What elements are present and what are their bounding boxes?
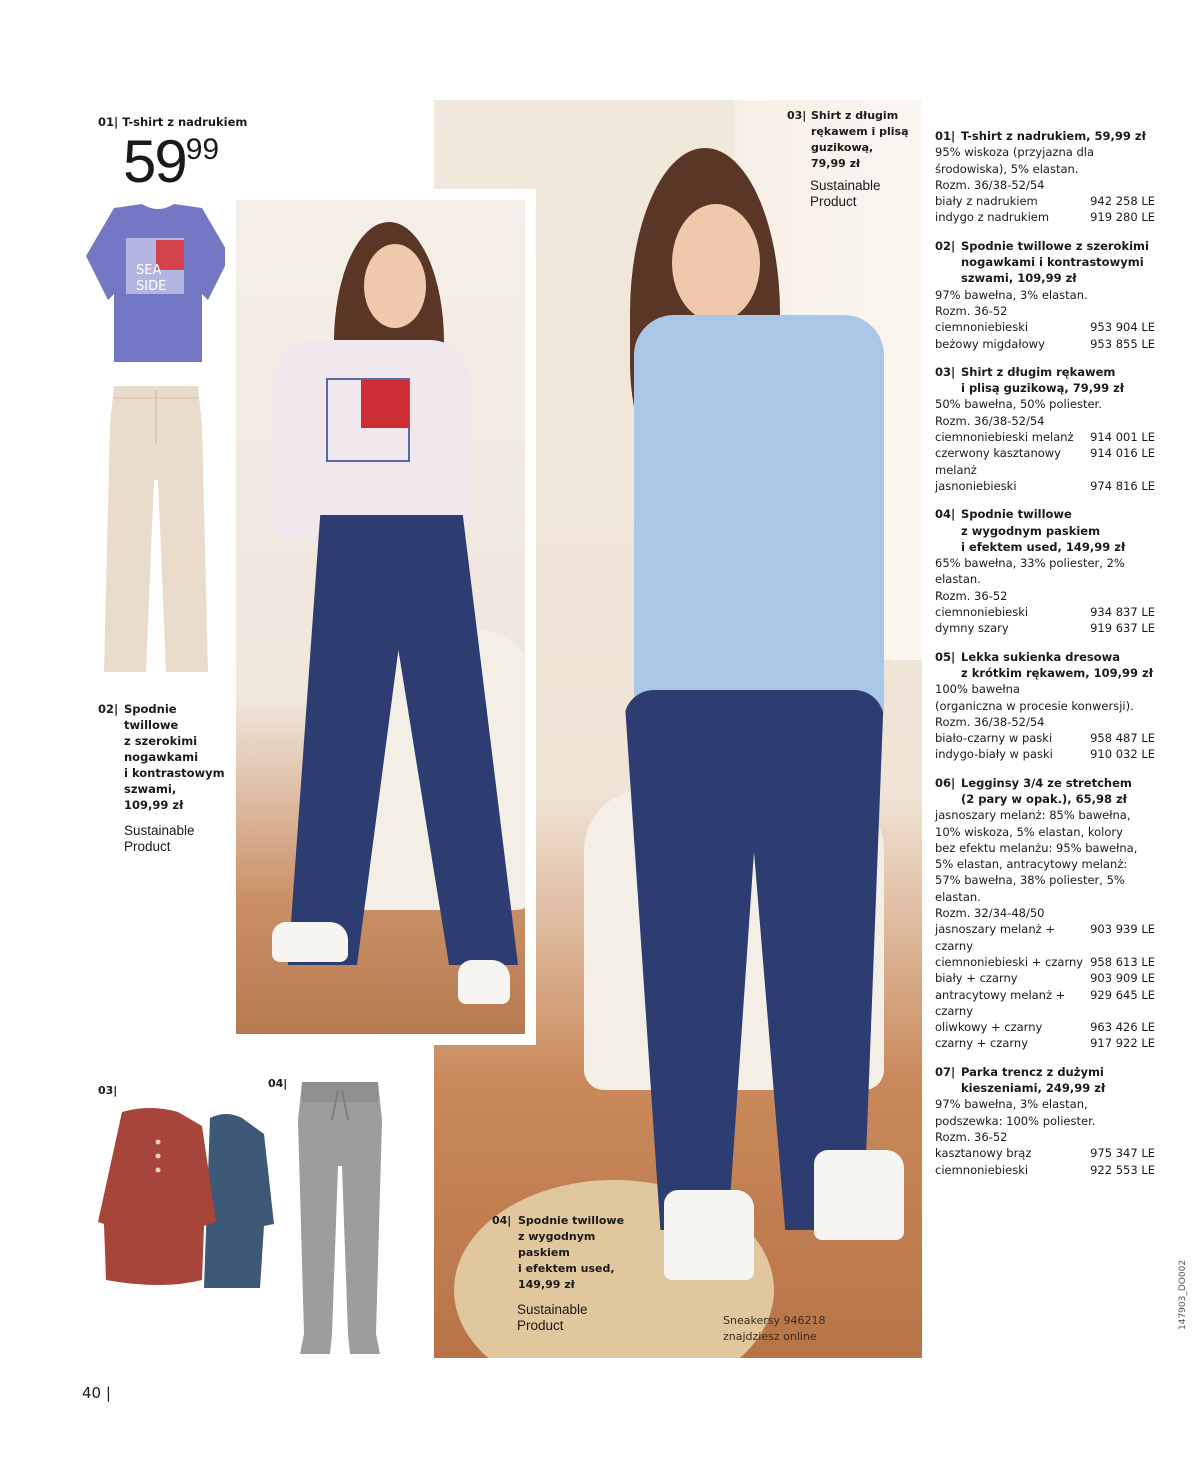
detail-variant-row: [935, 209, 1155, 225]
detail-variant-row: [935, 954, 1155, 970]
detail-text-line: 65% bawełna, 33% poliester, 2%: [935, 556, 1125, 571]
detail-title-line: Spodnie twillowe: [961, 507, 1072, 522]
variant-code: 917 922 LE: [1090, 1036, 1155, 1051]
sneakers-note-line: znajdziesz online: [723, 1330, 817, 1343]
detail-variant-row: [935, 193, 1155, 209]
detail-title-line: z wygodnym paskiem: [961, 523, 1101, 538]
detail-title: [935, 1064, 1155, 1097]
variant-color: oliwkowy + czarny: [935, 1020, 1043, 1035]
detail-variant-row: [935, 730, 1155, 746]
detail-text-line: 95% wiskoza (przyjazna dla: [935, 145, 1095, 160]
detail-text-line: bez efektu melanżu: 95% bawełna,: [935, 840, 1138, 855]
variant-code: 903 939 LE: [1090, 922, 1155, 937]
detail-title-line: i plisą guzikową, 79,99 zł: [961, 381, 1125, 396]
item03-number: 03|: [787, 109, 807, 122]
detail-title-line: Legginsy 3/4 ze stretchem: [961, 775, 1132, 790]
detail-text-line: Rozm. 32/34-48/50: [935, 906, 1045, 921]
item04-photo-label: [492, 1213, 624, 1293]
detail-variant-row: [935, 604, 1155, 620]
sustainable-line: Sustainable: [124, 823, 195, 838]
detail-variant-row: [935, 445, 1155, 478]
detail-variant-row: [935, 620, 1155, 636]
shirts-product-image[interactable]: [98, 1104, 278, 1294]
detail-variant-row: [935, 429, 1155, 445]
item03-sustainable: [810, 178, 881, 210]
side-code: 147903_DO002: [1178, 1259, 1188, 1330]
variant-color: beżowy migdałowy: [935, 336, 1045, 351]
thumb03-label: 03|: [98, 1084, 118, 1097]
detail-entry: [935, 506, 1155, 636]
tshirt-product-image[interactable]: [84, 204, 232, 366]
variant-code: 914 001 LE: [1090, 430, 1155, 445]
detail-number: 02|: [935, 238, 956, 253]
item03-line: rękawem i plisą: [811, 125, 909, 138]
variant-code: 958 613 LE: [1090, 954, 1155, 969]
detail-title-line: Spodnie twillowe z szerokimi: [961, 238, 1149, 253]
detail-entry: [935, 128, 1155, 226]
sustainable-line: Product: [810, 194, 857, 209]
detail-title-line: szwami, 109,99 zł: [961, 271, 1077, 286]
detail-variant-row: [935, 1019, 1155, 1035]
sustainable-line: Product: [124, 839, 171, 854]
thumb04-label: 04|: [268, 1077, 288, 1090]
detail-title-line: i efektem used, 149,99 zł: [961, 539, 1126, 554]
detail-number: 06|: [935, 775, 956, 790]
detail-title: [935, 775, 1155, 808]
detail-text-line: (organiczna w procesie konwersji).: [935, 698, 1134, 713]
detail-title-line: T-shirt z nadrukiem, 59,99 zł: [961, 129, 1146, 143]
sneakers-note: [723, 1313, 825, 1345]
price-integer: 59: [123, 128, 186, 195]
detail-title-line: Shirt z długim rękawem: [961, 364, 1116, 379]
variant-color: ciemnoniebieski: [935, 1162, 1029, 1177]
price-decimal: 99: [185, 133, 220, 166]
item02-number: 02|: [98, 702, 119, 716]
item03-line: Shirt z długim: [811, 109, 899, 122]
item03-photo-label: [787, 108, 909, 172]
detail-title-line: nogawkami i kontrastowymi: [961, 255, 1144, 270]
variant-color: ciemnoniebieski melanż: [935, 430, 1074, 445]
sneaker-left: [272, 922, 348, 962]
page-number: 40 |: [82, 1384, 111, 1402]
variant-code: 958 487 LE: [1090, 731, 1155, 746]
light-blue-shirt: [634, 315, 884, 725]
tshirt-print-sea: SEA: [136, 263, 162, 278]
detail-variant-row: [935, 987, 1155, 1020]
item04-line: Spodnie twillowe: [518, 1214, 625, 1227]
variant-code: 903 909 LE: [1090, 971, 1155, 986]
tshirt-print-side: SIDE: [136, 279, 167, 294]
detail-title: [935, 238, 1155, 287]
grey-pants-product-image[interactable]: [292, 1080, 388, 1358]
detail-title: [935, 128, 1155, 144]
detail-text-line: 97% bawełna, 3% elastan,: [935, 1097, 1088, 1112]
item04-line: 149,99 zł: [518, 1278, 575, 1291]
detail-text-line: Rozm. 36/38-52/54: [935, 714, 1045, 729]
item03-line: 79,99 zł: [811, 157, 861, 170]
detail-title-line: z krótkim rękawem, 109,99 zł: [961, 665, 1153, 680]
model-face: [364, 244, 426, 328]
detail-number: 03|: [935, 364, 956, 379]
variant-color: biały + czarny: [935, 971, 1018, 986]
item04-line: z wygodnym: [518, 1230, 596, 1243]
detail-number: 04|: [935, 507, 956, 522]
variant-code: 929 645 LE: [1090, 987, 1155, 1002]
variant-color: ciemnoniebieski: [935, 320, 1029, 335]
variant-code: 942 258 LE: [1090, 194, 1155, 209]
detail-text-line: 50% bawełna, 50% poliester.: [935, 397, 1102, 412]
item02-line: twillowe: [124, 718, 179, 732]
detail-variant-row: [935, 746, 1155, 762]
detail-text-line: jasnoszary melanż: 85% bawełna,: [935, 808, 1131, 823]
model-photo-left: [236, 200, 525, 1034]
detail-entry: [935, 364, 1155, 494]
detail-text-line: Rozm. 36/38-52/54: [935, 177, 1045, 192]
sustainable-line: Sustainable: [517, 1302, 588, 1317]
item02-line: 109,99 zł: [124, 798, 184, 812]
detail-title-line: (2 pary w opak.), 65,98 zł: [961, 791, 1127, 806]
variant-code: 914 016 LE: [1090, 446, 1155, 461]
sustainable-line: Sustainable: [810, 178, 881, 193]
item03-line: guzikową,: [811, 141, 874, 154]
detail-text-line: Rozm. 36-52: [935, 303, 1008, 318]
detail-text-line: elastan.: [935, 572, 981, 587]
variant-code: 919 637 LE: [1090, 621, 1155, 636]
beige-pants-product-image[interactable]: [102, 384, 210, 676]
detail-text-line: podszewka: 100% poliester.: [935, 1113, 1096, 1128]
variant-color: czarny + czarny: [935, 1036, 1028, 1051]
variant-code: 974 816 LE: [1090, 478, 1155, 493]
item02-line: szwami,: [124, 782, 177, 796]
item02-label: [98, 701, 229, 813]
detail-entry: [935, 238, 1155, 352]
detail-variant-row: [935, 921, 1155, 954]
detail-variant-row: [935, 478, 1155, 494]
item02-line: z szerokimi: [124, 734, 198, 748]
detail-text-line: Rozm. 36/38-52/54: [935, 413, 1045, 428]
item02-sustainable: [124, 823, 195, 855]
sneaker-right: [814, 1150, 904, 1240]
detail-text-line: Rozm. 36-52: [935, 588, 1008, 603]
item04-number: 04|: [492, 1214, 512, 1227]
detail-title: [935, 364, 1155, 397]
detail-text-line: 57% bawełna, 38% poliester, 5%: [935, 873, 1125, 888]
detail-title: [935, 506, 1155, 555]
item01-price: [123, 128, 220, 195]
variant-color: biały z nadrukiem: [935, 194, 1038, 209]
variant-color: indygo z nadrukiem: [935, 210, 1050, 225]
variant-color: ciemnoniebieski: [935, 605, 1029, 620]
detail-variant-row: [935, 1035, 1155, 1051]
variant-color: jasnoniebieski: [935, 478, 1017, 493]
variant-color: czerwony kasztanowy melanż: [935, 446, 1061, 477]
item02-line: i kontrastowymi: [124, 766, 229, 780]
detail-title: [935, 649, 1155, 682]
detail-entry: [935, 649, 1155, 763]
variant-color: indygo-biały w paski: [935, 747, 1053, 762]
detail-text-line: 97% bawełna, 3% elastan.: [935, 287, 1088, 302]
item02-line: Spodnie: [124, 702, 177, 716]
detail-title-line: Parka trencz z dużymi: [961, 1064, 1104, 1079]
variant-code: 919 280 LE: [1090, 210, 1155, 225]
item04-sustainable: [517, 1302, 588, 1334]
sneaker-right: [458, 960, 510, 1004]
tshirt-print-red: [361, 380, 409, 428]
model-face: [672, 204, 760, 322]
variant-code: 953 904 LE: [1090, 320, 1155, 335]
variant-color: ciemnoniebieski + czarny: [935, 954, 1084, 969]
detail-text-line: 10% wiskoza, 5% elastan, kolory: [935, 824, 1123, 839]
variant-code: 922 553 LE: [1090, 1162, 1155, 1177]
variant-code: 953 855 LE: [1090, 336, 1155, 351]
variant-color: jasnoszary melanż + czarny: [935, 922, 1055, 953]
variant-color: kasztanowy brąz: [935, 1146, 1032, 1161]
detail-variant-row: [935, 1145, 1155, 1161]
detail-entry: [935, 775, 1155, 1052]
detail-text-line: 100% bawełna: [935, 682, 1020, 697]
item02-line: nogawkami: [124, 750, 199, 764]
detail-number: 05|: [935, 649, 956, 664]
sneaker-left: [664, 1190, 754, 1280]
variant-color: dymny szary: [935, 621, 1009, 636]
detail-variant-row: [935, 970, 1155, 986]
variant-color: biało-czarny w paski: [935, 731, 1053, 746]
detail-text-line: Rozm. 36-52: [935, 1129, 1008, 1144]
detail-title-line: Lekka sukienka dresowa: [961, 649, 1121, 664]
variant-code: 963 426 LE: [1090, 1020, 1155, 1035]
item04-line: i efektem used,: [518, 1262, 615, 1275]
detail-variant-row: [935, 1162, 1155, 1178]
detail-text-line: elastan.: [935, 889, 981, 904]
product-details-column: [935, 128, 1155, 1190]
detail-text-line: środowiska), 5% elastan.: [935, 161, 1079, 176]
detail-number: 01|: [935, 129, 956, 143]
item01-label: 01| T-shirt z nadrukiem: [98, 115, 248, 129]
item04-line: paskiem: [518, 1246, 570, 1259]
variant-code: 934 837 LE: [1090, 605, 1155, 620]
detail-text-line: 5% elastan, antracytowy melanż:: [935, 857, 1128, 872]
variant-color: antracytowy melanż + czarny: [935, 987, 1066, 1018]
detail-variant-row: [935, 319, 1155, 335]
detail-variant-row: [935, 336, 1155, 352]
detail-number: 07|: [935, 1064, 956, 1079]
detail-entry: [935, 1064, 1155, 1178]
sustainable-line: Product: [517, 1318, 564, 1333]
sneakers-note-line: Sneakersy 946218: [723, 1314, 826, 1327]
detail-title-line: kieszeniami, 249,99 zł: [961, 1081, 1106, 1096]
variant-code: 910 032 LE: [1090, 747, 1155, 762]
variant-code: 975 347 LE: [1090, 1146, 1155, 1161]
